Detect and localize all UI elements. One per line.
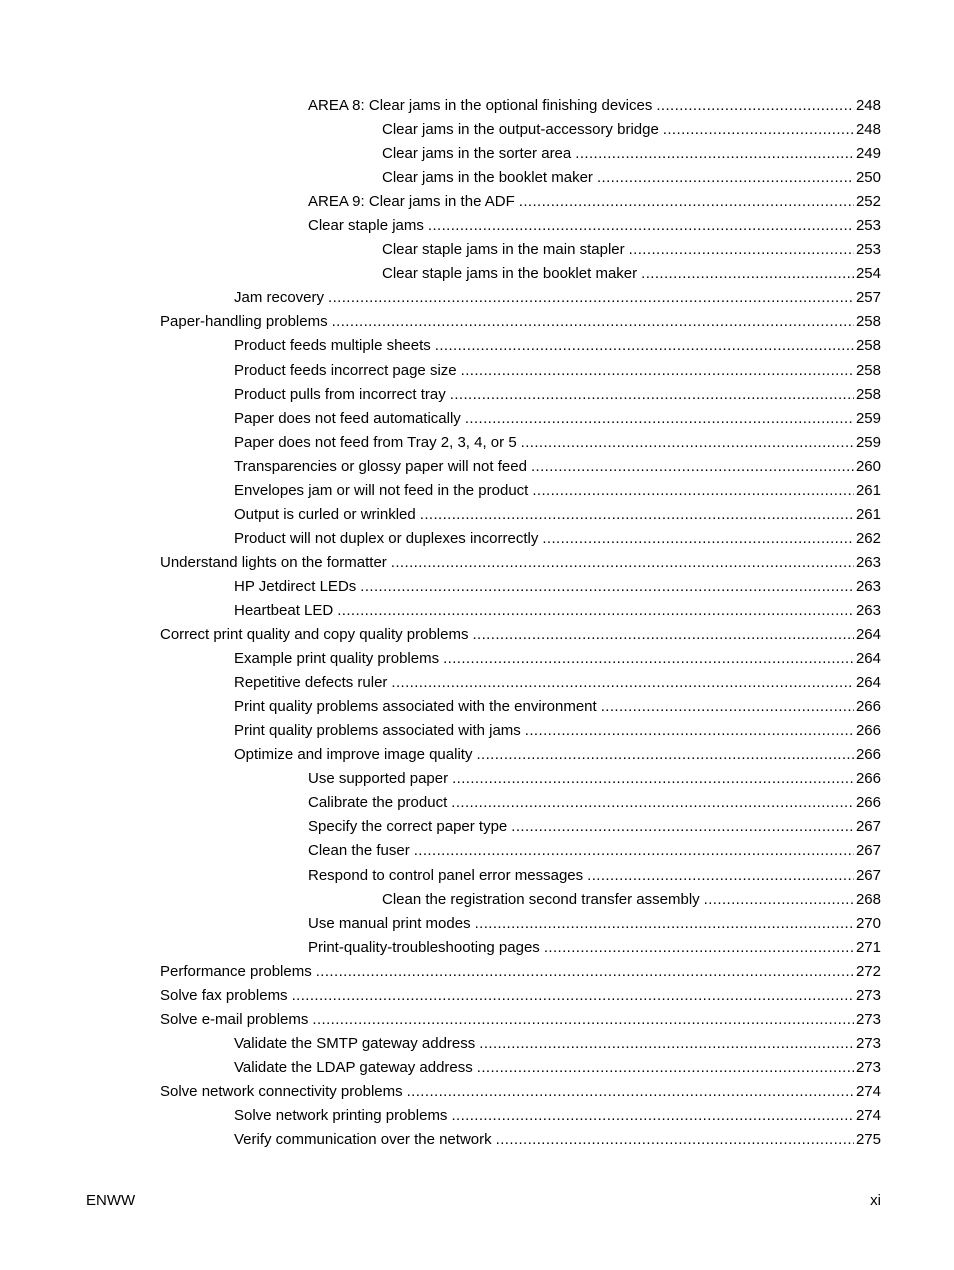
toc-entry-title[interactable]: Clear jams in the output-accessory bridge: [382, 121, 659, 139]
dot-leader: [451, 791, 854, 815]
toc-entry-page-number[interactable]: 254: [855, 265, 881, 283]
footer-page-number: xi: [870, 1192, 881, 1209]
toc-entry-title[interactable]: Product feeds multiple sheets: [234, 337, 431, 355]
toc-entry-title[interactable]: Correct print quality and copy quality problems: [160, 626, 469, 644]
toc-entry-line: [160, 1080, 881, 1104]
toc-entry[interactable]: [0, 575, 954, 599]
dot-leader: [451, 1104, 854, 1128]
toc-entry[interactable]: [0, 238, 954, 262]
toc-entry-page-number[interactable]: 259: [855, 409, 881, 427]
toc-entry-page-number[interactable]: 270: [855, 914, 881, 932]
toc-entry-page-number[interactable]: 273: [855, 1058, 881, 1076]
toc-entry-page-number[interactable]: 264: [855, 650, 881, 668]
toc-entry-line: [308, 864, 881, 888]
toc-entry[interactable]: [0, 623, 954, 647]
toc-entry-page-number[interactable]: 248: [855, 121, 881, 139]
toc-entry-page-number[interactable]: 250: [855, 169, 881, 187]
dot-leader: [601, 695, 854, 719]
toc-entry-title[interactable]: Validate the LDAP gateway address: [234, 1058, 473, 1076]
toc-entry-title[interactable]: Optimize and improve image quality: [234, 746, 473, 764]
toc-entry[interactable]: [0, 94, 954, 118]
dot-leader: [475, 912, 854, 936]
dot-leader: [450, 383, 854, 407]
toc-entry[interactable]: [0, 1056, 954, 1080]
toc-entry-page-number[interactable]: 272: [855, 962, 881, 980]
toc-entry-line: [234, 647, 881, 671]
toc-entry[interactable]: [0, 695, 954, 719]
toc-entry-title[interactable]: Clear jams in the booklet maker: [382, 169, 593, 187]
toc-entry-line: [234, 431, 881, 455]
toc-entry-title[interactable]: Use supported paper: [308, 770, 449, 788]
toc-entry-page-number[interactable]: 268: [855, 890, 881, 908]
dot-leader: [542, 527, 854, 551]
toc-entry-line: [308, 94, 881, 118]
dot-leader: [532, 479, 854, 503]
dot-leader: [575, 142, 854, 166]
toc-entry-page-number[interactable]: 258: [855, 385, 881, 403]
toc-entry-title[interactable]: Print quality problems associated with the environment: [234, 698, 597, 716]
toc-entry[interactable]: [0, 431, 954, 455]
toc-entry-page-number[interactable]: 271: [855, 938, 881, 956]
toc-entry-page-number[interactable]: 260: [855, 457, 881, 475]
toc-entry-title[interactable]: Performance problems: [160, 962, 312, 980]
toc-entry[interactable]: [0, 527, 954, 551]
dot-leader: [525, 719, 854, 743]
toc-entry[interactable]: [0, 551, 954, 575]
toc-entry-title[interactable]: Print-quality-troubleshooting pages: [308, 938, 540, 956]
toc-entry[interactable]: [0, 479, 954, 503]
toc-entry-title[interactable]: Calibrate the product: [308, 794, 448, 812]
dot-leader: [391, 671, 854, 695]
dot-leader: [656, 94, 854, 118]
toc-entry-line: [382, 888, 881, 912]
toc-entry-page-number[interactable]: 273: [855, 986, 881, 1004]
toc-entry-page-number[interactable]: 274: [855, 1106, 881, 1124]
toc-entry-page-number[interactable]: 253: [855, 241, 881, 259]
dot-leader: [435, 334, 854, 358]
toc-entry-line: [234, 503, 881, 527]
toc-entry[interactable]: [0, 455, 954, 479]
toc-entry-line: [234, 334, 881, 358]
toc-entry-page-number[interactable]: 264: [855, 674, 881, 692]
dot-leader: [519, 190, 854, 214]
toc-entry-line: [160, 623, 881, 647]
toc-entry-line: [234, 455, 881, 479]
toc-entry-line: [382, 142, 881, 166]
toc-entry-title[interactable]: Specify the correct paper type: [308, 818, 508, 836]
toc-entry-title[interactable]: Product feeds incorrect page size: [234, 361, 457, 379]
dot-leader: [420, 503, 854, 527]
toc-entry-page-number[interactable]: 263: [855, 577, 881, 595]
toc-entry-title[interactable]: Clear staple jams in the booklet maker: [382, 265, 638, 283]
toc-entry-page-number[interactable]: 261: [855, 505, 881, 523]
toc-entry-line: [382, 118, 881, 142]
toc-entry[interactable]: [0, 1080, 954, 1104]
toc-entry-page-number[interactable]: 274: [855, 1082, 881, 1100]
toc-entry-page-number[interactable]: 266: [855, 770, 881, 788]
toc-entry-line: [308, 936, 881, 960]
toc-entry-line: [234, 479, 881, 503]
toc-entry-page-number[interactable]: 273: [855, 1034, 881, 1052]
toc-entry-page-number[interactable]: 266: [855, 722, 881, 740]
toc-entry-page-number[interactable]: 263: [855, 601, 881, 619]
toc-entry[interactable]: [0, 407, 954, 431]
toc-entry-line: [308, 815, 881, 839]
toc-entry-line: [308, 839, 881, 863]
toc-entry-page-number[interactable]: 249: [855, 145, 881, 163]
toc-entry-line: [234, 407, 881, 431]
toc-entry-line: [160, 984, 881, 1008]
toc-entry[interactable]: [0, 767, 954, 791]
toc-entry-page-number[interactable]: 262: [855, 529, 881, 547]
toc-entry-title[interactable]: Solve e-mail problems: [160, 1010, 309, 1028]
toc-entry-line: [308, 190, 881, 214]
toc-entry-line: [234, 527, 881, 551]
toc-entry[interactable]: [0, 214, 954, 238]
dot-leader: [597, 166, 854, 190]
toc-entry-title[interactable]: Paper does not feed automatically: [234, 409, 461, 427]
toc-entry-title[interactable]: Transparencies or glossy paper will not feed: [234, 457, 527, 475]
toc-entry-line: [234, 575, 881, 599]
toc-entry-line: [160, 960, 881, 984]
toc-entry-title[interactable]: Envelopes jam or will not feed in the product: [234, 481, 529, 499]
footer-left-label: ENWW: [86, 1192, 136, 1209]
dot-leader: [292, 984, 854, 1008]
toc-entry-title[interactable]: Solve network connectivity problems: [160, 1082, 403, 1100]
toc-entry[interactable]: [0, 839, 954, 863]
toc-entry-line: [308, 767, 881, 791]
toc-entry-page-number[interactable]: 267: [855, 866, 881, 884]
toc-entry-line: [234, 383, 881, 407]
toc-entry-line: [160, 1008, 881, 1032]
dot-leader: [312, 1008, 854, 1032]
toc-entry-line: [234, 743, 881, 767]
toc-entry-line: [382, 238, 881, 262]
toc-entry[interactable]: [0, 671, 954, 695]
toc-entry[interactable]: [0, 166, 954, 190]
toc-entry-page-number[interactable]: 266: [855, 698, 881, 716]
dot-leader: [316, 960, 854, 984]
toc-entry[interactable]: [0, 960, 954, 984]
toc-entry-title[interactable]: Product will not duplex or duplexes incorrectly: [234, 529, 539, 547]
toc-entry-title[interactable]: Validate the SMTP gateway address: [234, 1034, 476, 1052]
dot-leader: [641, 262, 854, 286]
toc-entry-page-number[interactable]: 264: [855, 626, 881, 644]
dot-leader: [360, 575, 854, 599]
toc-entry-page-number[interactable]: 263: [855, 553, 881, 571]
toc-entry-page-number[interactable]: 261: [855, 481, 881, 499]
toc-entry-line: [308, 214, 881, 238]
toc-entry-page-number[interactable]: 258: [855, 337, 881, 355]
toc-entry-line: [160, 551, 881, 575]
dot-leader: [332, 310, 854, 334]
dot-leader: [461, 359, 854, 383]
dot-leader: [496, 1128, 854, 1152]
dot-leader: [443, 647, 854, 671]
dot-leader: [391, 551, 854, 575]
toc-entry[interactable]: [0, 118, 954, 142]
toc-entry-line: [234, 359, 881, 383]
toc-entry[interactable]: [0, 286, 954, 310]
toc-entry[interactable]: [0, 791, 954, 815]
toc-entry[interactable]: [0, 719, 954, 743]
dot-leader: [479, 1032, 854, 1056]
toc-entry-page-number[interactable]: 259: [855, 433, 881, 451]
toc-entry[interactable]: [0, 936, 954, 960]
toc-entry-line: [234, 1056, 881, 1080]
toc-entry[interactable]: [0, 262, 954, 286]
toc-entry[interactable]: [0, 647, 954, 671]
dot-leader: [328, 286, 854, 310]
dot-leader: [521, 431, 854, 455]
toc-entry[interactable]: [0, 599, 954, 623]
toc-entry-title[interactable]: Clear staple jams: [308, 217, 424, 235]
toc-entry[interactable]: [0, 912, 954, 936]
toc-entry-line: [308, 912, 881, 936]
dot-leader: [407, 1080, 854, 1104]
toc-entry-line: [382, 262, 881, 286]
toc-entry-title[interactable]: Clear jams in the sorter area: [382, 145, 572, 163]
toc-entry-page-number[interactable]: 257: [855, 289, 881, 307]
toc-entry[interactable]: [0, 359, 954, 383]
toc-entry[interactable]: [0, 984, 954, 1008]
toc-entry-line: [234, 1104, 881, 1128]
toc-entry-page-number[interactable]: 248: [855, 97, 881, 114]
toc-entry-page-number[interactable]: 267: [855, 818, 881, 836]
dot-leader: [476, 743, 854, 767]
toc-entry-line: [160, 310, 881, 334]
toc-entry-line: [234, 1128, 881, 1152]
toc-entry[interactable]: [0, 503, 954, 527]
dot-leader: [629, 238, 854, 262]
toc-entry-page-number[interactable]: 252: [855, 193, 881, 211]
toc-entry-title[interactable]: Clean the fuser: [308, 842, 410, 860]
toc-entry-title[interactable]: Verify communication over the network: [234, 1131, 492, 1149]
toc-entry-page-number[interactable]: 275: [855, 1131, 881, 1149]
toc-entry-title[interactable]: Use manual print modes: [308, 914, 471, 932]
toc-entry[interactable]: [0, 1032, 954, 1056]
toc-entry-title[interactable]: Jam recovery: [234, 289, 325, 307]
toc-entry-page-number[interactable]: 267: [855, 842, 881, 860]
toc-entry-page-number[interactable]: 266: [855, 794, 881, 812]
toc-entry-title[interactable]: Paper-handling problems: [160, 313, 328, 331]
toc-entry-title[interactable]: Print quality problems associated with jams: [234, 722, 521, 740]
toc-entry-line: [382, 166, 881, 190]
toc-entry-title[interactable]: Output is curled or wrinkled: [234, 505, 416, 523]
dot-leader: [663, 118, 854, 142]
toc-entry-line: [234, 719, 881, 743]
toc-entry-page-number[interactable]: 258: [855, 361, 881, 379]
toc-entry-title[interactable]: Product pulls from incorrect tray: [234, 385, 446, 403]
toc-entry-title[interactable]: AREA 8: Clear jams in the optional finishing devices: [308, 97, 653, 114]
toc-entry-line: [308, 791, 881, 815]
toc-entry-title[interactable]: Paper does not feed from Tray 2, 3, 4, or 5: [234, 433, 517, 451]
toc-entry[interactable]: [0, 888, 954, 912]
toc-entry-title[interactable]: Respond to control panel error messages: [308, 866, 584, 884]
toc-entry-page-number[interactable]: 273: [855, 1010, 881, 1028]
toc-entry-title[interactable]: Heartbeat LED: [234, 601, 334, 619]
dot-leader: [428, 214, 854, 238]
toc-entry[interactable]: [0, 310, 954, 334]
toc-entry[interactable]: [0, 1008, 954, 1032]
dot-leader: [472, 623, 853, 647]
toc-entry-page-number[interactable]: 266: [855, 746, 881, 764]
dot-leader: [337, 599, 854, 623]
toc-entry-page-number[interactable]: 258: [855, 313, 881, 331]
dot-leader: [511, 815, 854, 839]
toc-entry-line: [234, 1032, 881, 1056]
toc-entry-title[interactable]: Clean the registration second transfer assembly: [382, 890, 700, 908]
dot-leader: [587, 864, 854, 888]
dot-leader: [414, 839, 854, 863]
toc-entry-title[interactable]: Understand lights on the formatter: [160, 553, 387, 571]
toc-entry-title[interactable]: Example print quality problems: [234, 650, 440, 668]
dot-leader: [465, 407, 854, 431]
toc-entry[interactable]: [0, 1104, 954, 1128]
toc-entry-title[interactable]: Solve fax problems: [160, 986, 288, 1004]
toc-entry-line: [234, 286, 881, 310]
toc-entry-line: [234, 599, 881, 623]
toc-entry-title[interactable]: Clear staple jams in the main stapler: [382, 241, 625, 259]
toc-entry[interactable]: [0, 1128, 954, 1152]
toc-entry-title[interactable]: Repetitive defects ruler: [234, 674, 388, 692]
dot-leader: [704, 888, 854, 912]
toc-entry[interactable]: [0, 334, 954, 358]
toc-entry[interactable]: [0, 142, 954, 166]
table-of-contents: [0, 94, 954, 1152]
dot-leader: [531, 455, 854, 479]
toc-entry[interactable]: [0, 743, 954, 767]
dot-leader: [452, 767, 854, 791]
toc-entry[interactable]: [0, 815, 954, 839]
dot-leader: [477, 1056, 854, 1080]
toc-entry[interactable]: [0, 383, 954, 407]
toc-entry-title[interactable]: AREA 9: Clear jams in the ADF: [308, 193, 515, 211]
toc-entry-line: [234, 671, 881, 695]
toc-entry[interactable]: [0, 864, 954, 888]
toc-entry[interactable]: [0, 190, 954, 214]
toc-entry-title[interactable]: HP Jetdirect LEDs: [234, 577, 357, 595]
toc-entry-page-number[interactable]: 253: [855, 217, 881, 235]
toc-entry-line: [234, 695, 881, 719]
toc-entry-title[interactable]: Solve network printing problems: [234, 1106, 448, 1124]
dot-leader: [544, 936, 854, 960]
